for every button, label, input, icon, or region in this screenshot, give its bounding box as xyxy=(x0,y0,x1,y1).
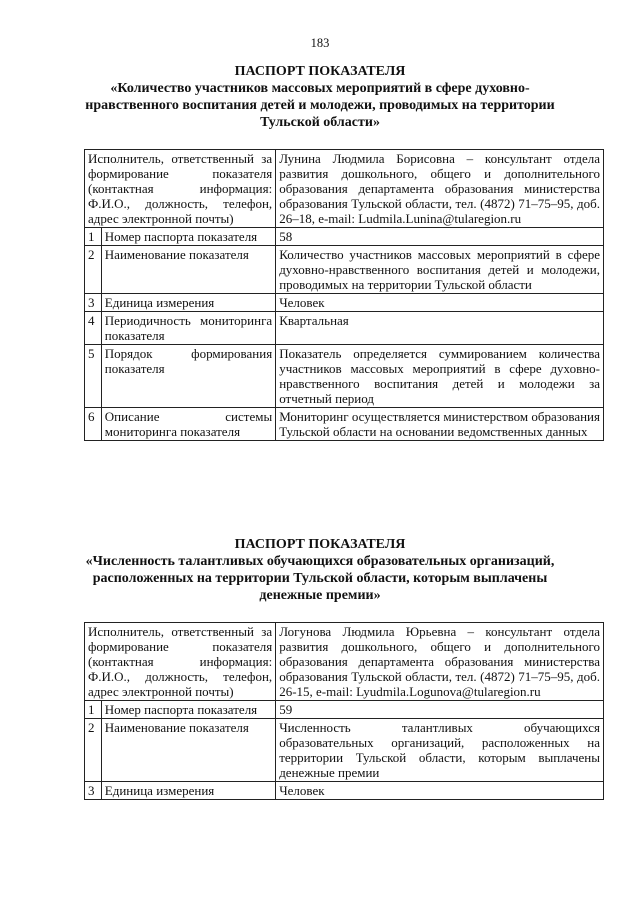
row-value: Показатель определяется суммированием количества участников массовых мероприятий в сфере духовно-нравственного воспитания детей и молодежи за отчетный период xyxy=(276,345,604,408)
passport-1-title: ПАСПОРТ ПОКАЗАТЕЛЯ xyxy=(234,64,406,79)
row-value: Человек xyxy=(276,782,604,800)
page-number: 183 xyxy=(310,36,330,50)
row-number: 2 xyxy=(85,719,102,782)
row-number: 3 xyxy=(85,782,102,800)
row-value: Мониторинг осуществляется министерством образования Тульской области на основании ведомственных данных xyxy=(276,408,604,441)
row-number: 6 xyxy=(85,408,102,441)
table-row xyxy=(85,246,604,294)
row-value: Количество участников массовых мероприятий в сфере духовно-нравственного воспитания детей и молодежи, проводимых на территории Тульской области xyxy=(276,246,604,294)
table-row xyxy=(85,312,604,345)
table-row xyxy=(85,408,604,441)
row-name: Наименование показателя xyxy=(101,719,275,782)
row-name: Наименование показателя xyxy=(101,246,275,294)
table-row xyxy=(85,719,604,782)
executor-label: Исполнитель, ответственный за формирование показателя (контактная информация: Ф.И.О., должность, телефон, адрес электронной почты) xyxy=(85,623,276,701)
row-value: 59 xyxy=(276,701,604,719)
row-name: Единица измерения xyxy=(101,782,275,800)
passport-2-subtitle: «Численность талантливых обучающихся образовательных организаций, расположенных на территории Тульской области, которым выплачены денежные премии» xyxy=(85,554,555,603)
table-row xyxy=(85,150,604,228)
row-number: 2 xyxy=(85,246,102,294)
table-row xyxy=(85,782,604,800)
row-value: Человек xyxy=(276,294,604,312)
executor-label: Исполнитель, ответственный за формирование показателя (контактная информация: Ф.И.О., должность, телефон, адрес электронной почты) xyxy=(85,150,276,228)
row-name: Единица измерения xyxy=(101,294,275,312)
row-name: Периодичность мониторинга показателя xyxy=(101,312,275,345)
table-row xyxy=(85,701,604,719)
row-name: Номер паспорта показателя xyxy=(101,228,275,246)
row-number: 1 xyxy=(85,701,102,719)
row-value: 58 xyxy=(276,228,604,246)
table-row xyxy=(85,345,604,408)
row-number: 1 xyxy=(85,228,102,246)
row-number: 4 xyxy=(85,312,102,345)
row-name: Порядок формирования показателя xyxy=(101,345,275,408)
passport-2-heading xyxy=(0,536,640,604)
executor-value: Лунина Людмила Борисовна – консультант отдела развития дошкольного, общего и дополнительного образования департамента образования министерства образования Тульской области, тел. (4872) 71–75–95, доб. 26–18, e-mail: Ludmila.Lunina@tularegion.ru xyxy=(276,150,604,228)
passport-2-title: ПАСПОРТ ПОКАЗАТЕЛЯ xyxy=(234,537,406,552)
table-row xyxy=(85,228,604,246)
row-value: Квартальная xyxy=(276,312,604,345)
row-value: Численность талантливых обучающихся образовательных организаций, расположенных на территории Тульской области, которым выплачены денежные премии xyxy=(276,719,604,782)
passport-1-heading xyxy=(0,63,640,131)
passport-1-subtitle: «Количество участников массовых мероприятий в сфере духовно-нравственного воспитания детей и молодежи, проводимых на территории Тульской области» xyxy=(85,81,555,130)
row-number: 5 xyxy=(85,345,102,408)
row-name: Описание системы мониторинга показателя xyxy=(101,408,275,441)
table-row xyxy=(85,623,604,701)
passport-1-table xyxy=(84,149,604,441)
passport-2-table xyxy=(84,622,604,800)
row-name: Номер паспорта показателя xyxy=(101,701,275,719)
executor-value: Логунова Людмила Юрьевна – консультант отдела развития дошкольного, общего и дополнительного образования департамента образования министерства образования Тульской области, тел. (4872) 71–75–95, доб. 26-15, e-mail: Lyudmila.Logunova@tularegion.ru xyxy=(276,623,604,701)
table-row xyxy=(85,294,604,312)
row-number: 3 xyxy=(85,294,102,312)
